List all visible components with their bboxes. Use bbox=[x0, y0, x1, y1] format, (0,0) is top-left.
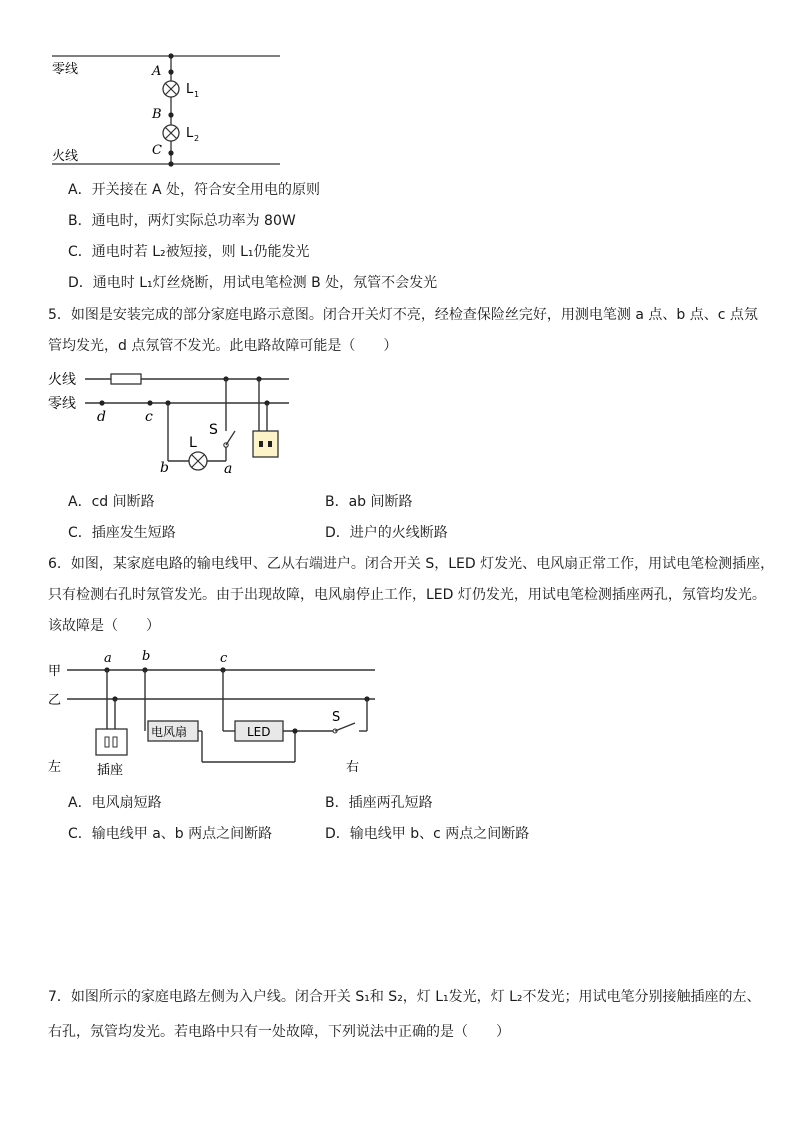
q6-stem-line2: 只有检测右孔时氖管发光。由于出现故障，电风扇停止工作，LED 灯仍发光，用试电笔检测插座两孔，氖管均发光。 bbox=[48, 587, 766, 603]
q6-led-label: LED bbox=[247, 725, 271, 739]
q5-stem-line2: 管均发光，d 点氖管不发光。此电路故障可能是（ ） bbox=[48, 338, 398, 354]
q5-stem-line1: 5．如图是安装完成的部分家庭电路示意图。闭合开关灯不亮，经检查保险丝完好，用测电笔测 a 点、b 点、c 点氖 bbox=[48, 307, 758, 323]
fig4-point-c: C bbox=[152, 143, 162, 158]
q6-switch-label: S bbox=[332, 710, 341, 725]
q6-option-c[interactable]: C．输电线甲 a、b 两点之间断路 bbox=[68, 826, 273, 842]
q4-option-a[interactable]: A．开关接在 A 处，符合安全用电的原则 bbox=[68, 182, 321, 198]
fig4-neutral-label: 零线 bbox=[52, 62, 79, 77]
fig4-point-b: B bbox=[152, 107, 162, 122]
fig4-lamp2-sub: 2 bbox=[194, 134, 200, 143]
socket-icon bbox=[96, 729, 127, 755]
q5-option-c[interactable]: C．插座发生短路 bbox=[68, 525, 176, 541]
q6-point-c: c bbox=[220, 651, 228, 666]
q6-point-b: b bbox=[142, 649, 151, 664]
q5-neutral-label: 零线 bbox=[48, 396, 76, 412]
lamp-l2-icon bbox=[163, 125, 179, 141]
q4-option-b[interactable]: B．通电时，两灯实际总功率为 80W bbox=[68, 213, 296, 229]
q6-stem-line3: 该故障是（ ） bbox=[48, 618, 160, 634]
lamp-l-icon bbox=[189, 452, 207, 470]
q5-switch-label: S bbox=[209, 422, 218, 438]
lamp-l1-icon bbox=[163, 81, 179, 97]
q5-point-b: b bbox=[160, 460, 169, 476]
q6-option-b[interactable]: B．插座两孔短路 bbox=[325, 795, 433, 811]
fuse-icon bbox=[111, 374, 141, 384]
q4-option-c[interactable]: C．通电时若 L₂被短接，则 L₁仍能发光 bbox=[68, 244, 310, 260]
q7-stem-line1: 7．如图所示的家庭电路左侧为入户线。闭合开关 S₁和 S₂，灯 L₁发光，灯 L₂不发光；用试电笔分别接触插座的左、 bbox=[48, 989, 761, 1005]
q5-point-a: a bbox=[224, 461, 233, 477]
q5-point-c: c bbox=[145, 409, 153, 425]
q6-fan-label: 电风扇 bbox=[151, 725, 188, 739]
q6-option-d[interactable]: D．输电线甲 b、c 两点之间断路 bbox=[325, 826, 530, 842]
figure-q5-circuit bbox=[45, 365, 305, 480]
q6-yi-label: 乙 bbox=[48, 693, 62, 708]
q7-stem-line2: 右孔，氖管均发光。若电路中只有一处故障，下列说法中正确的是（ ） bbox=[48, 1024, 510, 1040]
q6-right-label: 右 bbox=[346, 760, 360, 775]
q5-option-a[interactable]: A．cd 间断路 bbox=[68, 494, 155, 510]
q5-live-label: 火线 bbox=[48, 372, 76, 388]
q6-option-a[interactable]: A．电风扇短路 bbox=[68, 795, 162, 811]
q6-stem-line1: 6．如图，某家庭电路的输电线甲、乙从右端进户。闭合开关 S，LED 灯发光、电风扇正常工作，用试电笔检测插座， bbox=[48, 556, 775, 572]
q4-option-d[interactable]: D．通电时 L₁灯丝烧断，用试电笔检测 B 处，氖管不会发光 bbox=[68, 275, 438, 291]
q6-left-label: 左 bbox=[48, 760, 62, 775]
q5-lamp-label: L bbox=[189, 435, 197, 451]
q5-option-d[interactable]: D．进户的火线断路 bbox=[325, 525, 448, 541]
fig4-point-a: A bbox=[152, 64, 162, 79]
socket-icon bbox=[253, 431, 278, 457]
figure-q4-circuit bbox=[40, 45, 290, 173]
figure-q6-circuit bbox=[45, 645, 385, 783]
q5-option-b[interactable]: B．ab 间断路 bbox=[325, 494, 413, 510]
q6-socket-label: 插座 bbox=[97, 763, 124, 778]
fig4-lamp2-label: L bbox=[186, 126, 194, 141]
q6-jia-label: 甲 bbox=[48, 664, 62, 679]
q5-point-d: d bbox=[97, 409, 106, 425]
fig4-lamp1-label: L bbox=[186, 82, 194, 97]
q6-point-a: a bbox=[104, 651, 112, 666]
fig4-live-label: 火线 bbox=[52, 149, 79, 164]
switch-s-icon bbox=[226, 431, 235, 445]
fig4-lamp1-sub: 1 bbox=[194, 90, 200, 99]
